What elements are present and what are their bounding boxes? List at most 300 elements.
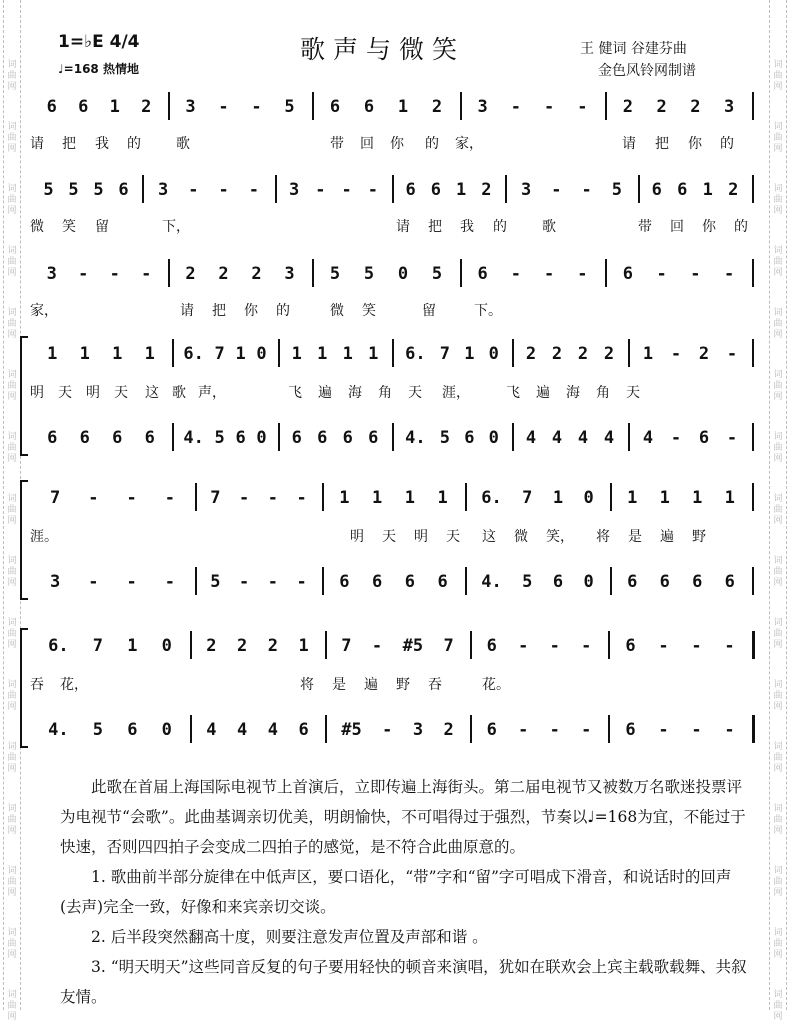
lyric-syllable: 微 [514,529,528,545]
note: 1 [47,344,58,364]
lyrics-row [30,133,760,153]
note: - [126,488,137,508]
lyric-syllable: 歌 [542,219,556,235]
note: 0 [256,428,267,448]
lyric-syllable: 天 [626,385,640,401]
lyric-syllable: 明 [30,385,44,401]
watermark-text: 词 [773,928,783,938]
note: - [239,488,250,508]
note: 1 [317,344,328,364]
song-title: 歌声与微笑 [300,35,466,64]
watermark-text: 词 [773,804,783,814]
watermark-text: 网 [773,268,783,278]
note: - [164,488,175,508]
note: 3 [289,180,300,200]
harmony-row [30,426,760,450]
note: 6 [47,428,58,448]
watermark-text: 网 [773,206,783,216]
barline [628,423,630,451]
measure [178,426,272,450]
note: 6 [486,720,497,740]
note: 5 [92,720,104,740]
note: - [670,344,682,364]
note: 3 [477,97,488,117]
note: 6 [486,636,497,656]
note: 6 [464,428,475,448]
note: 4 [603,428,615,448]
note: 2 [525,344,537,364]
note: 2 [603,344,615,364]
note: 6 [118,180,129,200]
measure [36,634,184,658]
note: 6. [405,344,426,364]
note: 2 [481,180,492,200]
measure [36,342,166,366]
system-bracket [20,336,28,456]
melody-row [30,486,760,510]
right-watermark-column [769,0,787,1022]
note: 1 [724,488,735,508]
watermark-text: 词 [7,308,17,318]
lyric-syllable: 海 [348,385,362,401]
note: 2 [431,97,443,117]
note: 0 [488,428,499,448]
lyric-syllable: 微 [330,303,344,319]
system-bracket [20,628,28,748]
left-watermark-column [3,0,21,1022]
measure [398,342,506,366]
note: - [510,264,521,284]
barline [275,175,277,203]
note: 7 [443,636,454,656]
measure [36,570,189,594]
watermark-text: 词 [773,246,783,256]
note: - [510,97,521,117]
note: 6 [698,428,710,448]
note: 1 [437,488,448,508]
note: 4. [183,428,204,448]
barline [322,567,324,595]
note: 5 [431,264,443,284]
note: - [248,180,259,200]
watermark-text: 曲 [773,877,783,887]
lyric-syllable: 的 [734,219,748,235]
note: 6 [317,428,328,448]
note: 2 [622,97,633,117]
note: 1 [627,488,638,508]
lyric-syllable: 请 [30,136,44,152]
note: 1 [464,344,475,364]
note: 2 [698,344,710,364]
watermark-text: 词 [773,308,783,318]
barline [752,175,754,203]
lyric-syllable: 遍 [660,529,674,545]
note: 6 [430,180,441,200]
watermark-text: 网 [7,330,17,340]
barline [505,175,507,203]
note: - [239,572,250,592]
measure [328,486,459,510]
note: #5 [402,636,424,656]
lyric-syllable: 我 [460,219,474,235]
note: - [267,488,278,508]
note: 2 [141,97,152,117]
barline [605,92,607,120]
lyric-syllable: 遍 [536,385,550,401]
note: - [88,488,99,508]
lyric-syllable: 请 [180,303,194,319]
watermark-text: 曲 [7,939,17,949]
watermark-text: 曲 [773,195,783,205]
note: - [518,636,529,656]
note: 6 [363,97,375,117]
note: 6 [625,720,636,740]
lyric-syllable: 的 [425,136,439,152]
note: 5 [439,428,451,448]
notes-paragraph: 2. 后半段突然翻高十度，则要注意发声位置及声部和谐 。 [91,928,488,946]
barline [195,567,197,595]
measure [471,570,604,594]
lyric-syllable: 天 [408,385,422,401]
harmony-row [30,570,760,594]
watermark-text: 词 [7,60,17,70]
lyric-syllable: 把 [212,303,226,319]
lyric-syllable: 明 [414,529,428,545]
lyric-syllable: 回 [360,136,374,152]
note: 1 [659,488,670,508]
lyric-syllable: 角 [378,385,392,401]
watermark-text: 曲 [7,257,17,267]
watermark-text: 网 [773,454,783,464]
note: 1 [404,488,415,508]
lyric-syllable: 带 [330,136,344,152]
measure [201,570,316,594]
barline [608,715,610,743]
note: 6 [235,428,246,448]
watermark-text: 曲 [773,815,783,825]
note: 0 [161,636,172,656]
note: 5 [43,180,54,200]
measure [616,570,746,594]
lyric-syllable: 这 [482,529,496,545]
lyric-syllable: 把 [655,136,669,152]
lyrics-row [30,526,760,546]
barline [312,92,314,120]
measure [178,342,272,366]
barline [465,483,467,511]
note: 6 [291,428,302,448]
watermark-text: 网 [773,392,783,402]
note: - [691,636,702,656]
barline [470,715,472,743]
watermark-text: 网 [7,826,17,836]
lyric-syllable: 是 [332,677,346,693]
watermark-text: 词 [7,370,17,380]
note: 6 [79,428,90,448]
note: - [724,264,735,284]
lyric-syllable: 歌 [176,136,190,152]
watermark-text: 曲 [7,1001,17,1011]
lyric-syllable: 把 [62,136,76,152]
note: 6 [298,720,309,740]
note: 6 [144,428,155,448]
watermark-text: 词 [7,122,17,132]
note: 2 [267,636,278,656]
lyric-syllable: 遍 [364,677,378,693]
watermark-text: 网 [773,330,783,340]
measure [476,634,602,658]
watermark-text: 网 [7,268,17,278]
watermark-text: 网 [773,82,783,92]
barline [610,567,612,595]
final-barline [752,631,755,659]
watermark-text: 曲 [7,753,17,763]
measure [328,570,459,594]
measure [466,95,599,119]
watermark-text: 网 [7,206,17,216]
note: 6 [329,97,341,117]
watermark-text: 曲 [7,505,17,515]
note: 6 [342,428,353,448]
note: 1 [127,636,138,656]
key-signature: 1=♭E 4/4 [58,32,140,52]
note: 6 [368,428,379,448]
note: 4 [525,428,537,448]
lyric-syllable: 涯， [442,385,470,401]
watermark-text: 曲 [773,133,783,143]
note: 0 [256,344,267,364]
lyric-syllable: 笑 [62,219,76,235]
note: 0 [397,264,409,284]
lyrics-row [30,382,760,402]
note: 5 [363,264,375,284]
watermark-text: 词 [7,494,17,504]
note: 4 [551,428,563,448]
note: 7 [439,344,451,364]
measure [611,95,746,119]
note: 7 [92,636,104,656]
watermark-text: 网 [7,454,17,464]
note: - [88,572,99,592]
watermark-text: 词 [7,742,17,752]
watermark-text: 曲 [7,815,17,825]
measure [201,486,316,510]
measure [148,178,269,202]
lyric-syllable: 吞 [30,677,44,693]
measure [634,342,746,366]
watermark-text: 曲 [7,71,17,81]
lyric-syllable: 明 [350,529,364,545]
note: 1 [112,344,123,364]
note: 2 [656,97,667,117]
watermark-text: 曲 [773,319,783,329]
watermark-text: 词 [773,742,783,752]
lyric-syllable: 歌 [172,385,186,401]
note: 3 [412,720,424,740]
watermark-text: 词 [773,184,783,194]
barline [752,259,754,287]
lyric-syllable: 回 [670,219,684,235]
note: 6 [627,572,638,592]
lyric-syllable: 野 [692,529,706,545]
lyric-syllable: 明 [86,385,100,401]
lyric-syllable: 天 [446,529,460,545]
note: 3 [284,264,295,284]
watermark-text: 词 [773,990,783,1000]
measure [36,95,162,119]
measure [284,426,386,450]
measure [36,486,189,510]
barline [278,423,280,451]
note: 6 [46,97,57,117]
lyric-syllable: 遍 [318,385,332,401]
watermark-text: 网 [7,516,17,526]
measure [644,178,746,202]
note: 7 [214,344,225,364]
measure [398,426,506,450]
note: 2 [251,264,262,284]
note: 6 [625,636,636,656]
measure [611,262,746,286]
lyric-syllable: 这 [145,385,159,401]
note: - [549,636,560,656]
note: - [126,572,137,592]
watermark-text: 曲 [7,133,17,143]
barline [460,259,462,287]
note: 2 [443,720,454,740]
barline [190,631,192,659]
watermark-text: 网 [7,764,17,774]
note: 1 [235,344,246,364]
watermark-text: 网 [773,578,783,588]
lyric-syllable: 角 [596,385,610,401]
note: 1 [368,344,379,364]
lyric-syllable: 请 [396,219,410,235]
lyric-syllable: 你 [702,219,716,235]
watermark-text: 词 [773,618,783,628]
measure [331,718,464,742]
measure [36,178,136,202]
watermark-text: 网 [7,888,17,898]
note: #5 [341,720,362,740]
note: 2 [690,97,701,117]
note: 7 [50,488,61,508]
notes-paragraph: 3. “明天明天”这些同音反复的句子要用轻快的顿音来演唱，犹如在联欢会上宾主载歌载舞、共叙友情。 [60,958,747,1006]
note: 3 [521,180,532,200]
barline [638,175,640,203]
lyric-syllable: 天 [58,385,72,401]
lyrics-row [30,300,760,320]
barline [752,567,754,595]
lyric-syllable: 海 [566,385,580,401]
note: - [267,572,278,592]
measure [476,718,602,742]
note: 3 [46,264,57,284]
note: 1 [79,344,90,364]
note: 6 [339,572,350,592]
note: - [78,264,89,284]
lyric-syllable: 留 [422,303,436,319]
measure [174,262,306,286]
watermark-text: 词 [7,246,17,256]
watermark-text: 网 [773,826,783,836]
note: 6 [692,572,703,592]
lyric-syllable: 笑 [362,303,376,319]
barline [325,631,327,659]
note: 5 [210,572,221,592]
melody-row [30,178,760,202]
lyric-syllable: 吞 [428,677,442,693]
watermark-text: 词 [7,928,17,938]
lyric-syllable: 的 [127,136,141,152]
note: 2 [728,180,739,200]
watermark-text: 词 [773,556,783,566]
lyric-syllable: 野 [396,677,410,693]
lyric-syllable: 家， [455,136,483,152]
barline [312,259,314,287]
lyric-syllable: 家， [30,303,58,319]
note: 1 [692,488,703,508]
lyric-syllable: 天 [382,529,396,545]
credits: 王 健词 谷建芬曲 [580,41,687,57]
note: - [315,180,326,200]
note: 3 [158,180,169,200]
note: - [656,264,667,284]
barline [628,339,630,367]
note: 5 [522,572,533,592]
lyrics-row [30,674,760,694]
note: 4. [48,720,69,740]
note: 1 [144,344,155,364]
watermark-text: 曲 [7,691,17,701]
barline [752,483,754,511]
note: - [670,428,682,448]
note: - [296,488,307,508]
barline [512,423,514,451]
lyrics-row [30,216,760,236]
notes-paragraph: 1. 歌曲前半部分旋律在中低声区，要口语化，“带”字和“留”字可唱成下滑音，和说话时的回声(去声)完全一致，好像和来宾亲切交谈。 [60,868,732,916]
note: 5 [214,428,225,448]
barline [392,339,394,367]
measure [616,486,746,510]
melody-row [30,95,760,119]
watermark-text: 网 [7,392,17,402]
barline [608,631,610,659]
note: 2 [218,264,229,284]
watermark-text: 词 [773,432,783,442]
note: 4 [577,428,589,448]
note: 6 [724,572,735,592]
lyric-syllable: 下， [162,219,190,235]
note: 6 [659,572,670,592]
barline [172,423,174,451]
watermark-text: 网 [7,82,17,92]
watermark-text: 词 [7,990,17,1000]
note: - [518,720,529,740]
lyric-syllable: 微 [30,219,44,235]
watermark-text: 词 [773,494,783,504]
note: 1 [397,97,409,117]
barline [190,715,192,743]
measure [196,634,319,658]
watermark-text: 曲 [773,1001,783,1011]
note: - [371,636,383,656]
lyric-syllable: 天 [114,385,128,401]
lyric-syllable: 花。 [482,677,510,693]
lyric-syllable: 花， [60,677,88,693]
note: 1 [642,344,654,364]
performance-notes [60,772,750,1012]
